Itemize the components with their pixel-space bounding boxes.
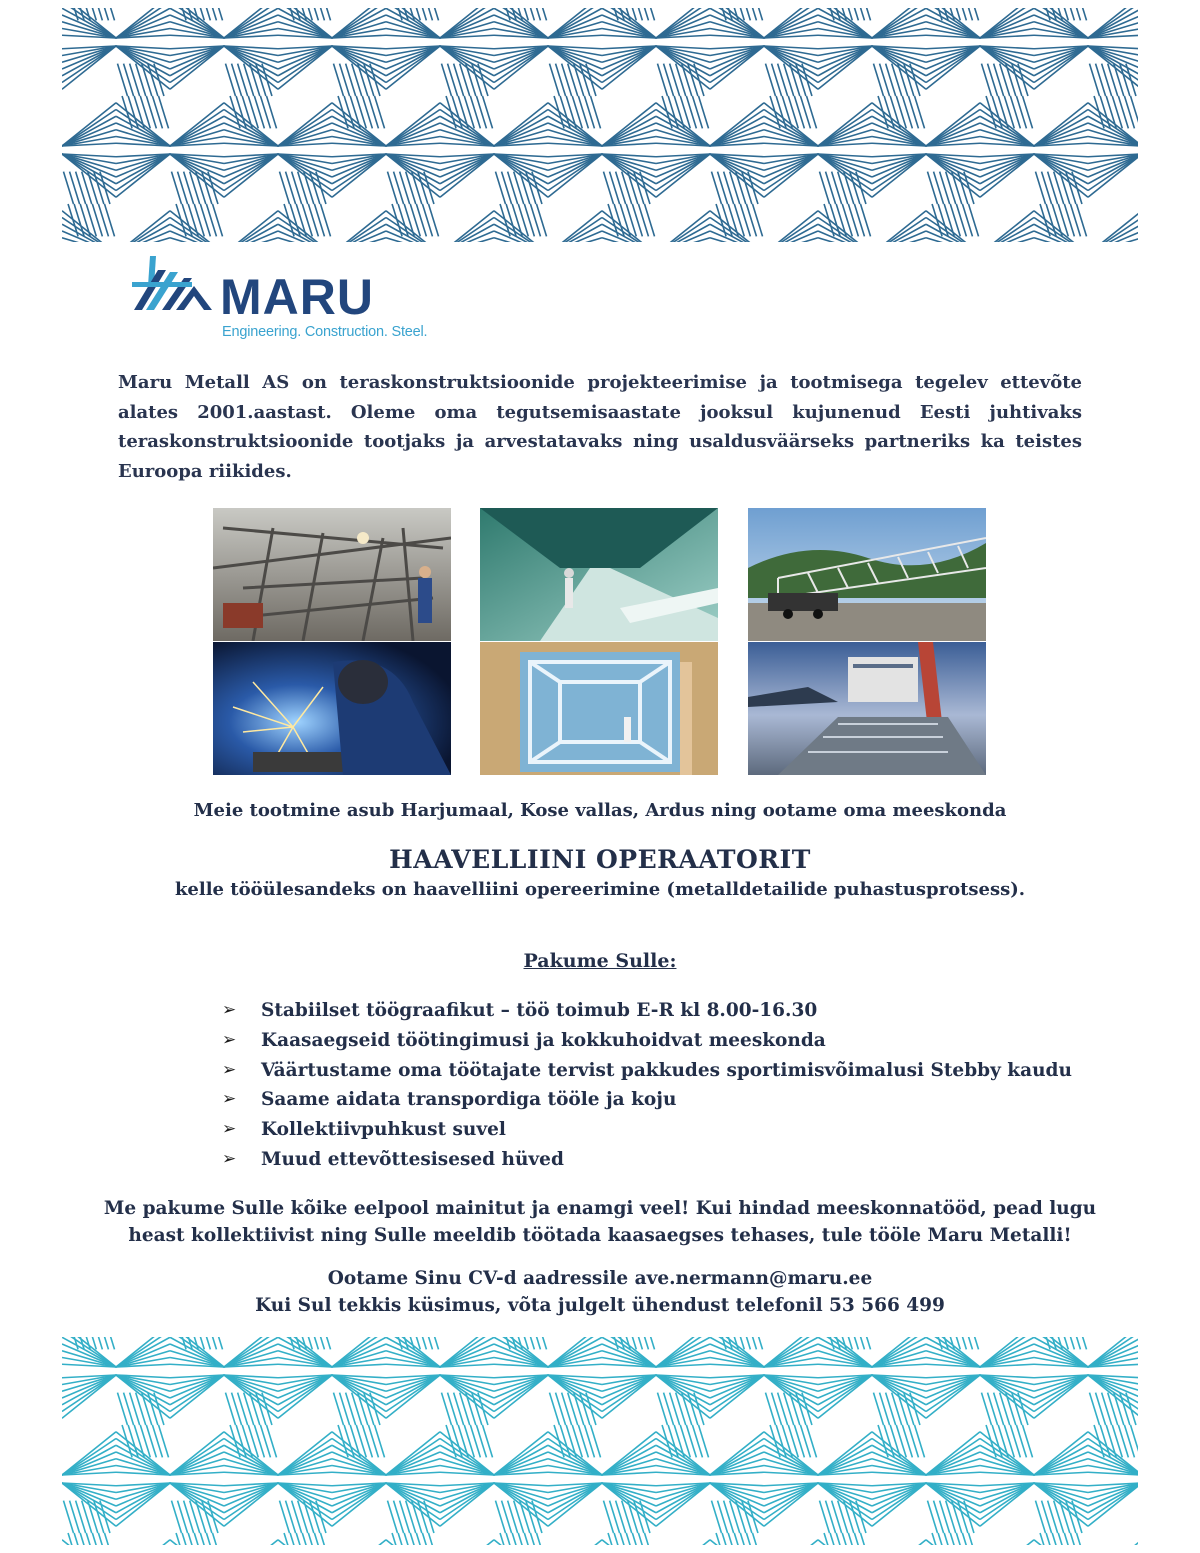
truss-transport-photo: [748, 508, 986, 641]
arrow-bullet-icon: ➢: [222, 1059, 237, 1080]
job-description: kelle tööülesandeks on haavelliini opereerimine (metalldetailide puhastusprotsess).: [174, 879, 1026, 900]
logo-tagline: Engineering. Construction. Steel.: [222, 324, 428, 340]
contact-info: [100, 1265, 1100, 1319]
logo-wordmark: MARU: [220, 269, 374, 325]
arrow-bullet-icon: ➢: [222, 1119, 237, 1140]
closing-paragraph: [100, 1195, 1100, 1249]
maru-logo-mark-icon: [132, 252, 222, 322]
decorative-pattern-bottom: [62, 1337, 1138, 1545]
contact-phone-line: Kui Sul tekkis küsimus, võta julgelt ühendust telefonil 53 566 499: [255, 1295, 945, 1316]
list-item: ➢ Muud ettevõttesisesed hüved: [222, 1145, 1072, 1175]
arrow-bullet-icon: ➢: [222, 1029, 237, 1050]
contact-email-line: Ootame Sinu CV-d aadressile ave.nermann@maru.ee: [327, 1268, 873, 1289]
list-item: ➢ Kollektiivpuhkust suvel: [222, 1115, 1072, 1145]
steel-workshop-photo: [213, 508, 451, 641]
ship-deck-cargo-photo: [748, 642, 986, 775]
list-item: ➢ Väärtustame oma töötajate tervist pakkudes sportimisvõimalusi Stebby kaudu: [222, 1056, 1072, 1086]
welding-photo: [213, 642, 451, 775]
list-item: ➢ Saame aidata transpordiga tööle ja koju: [222, 1085, 1072, 1115]
photo-collage: [213, 508, 987, 775]
maru-logo: [132, 252, 432, 344]
offer-heading: Pakume Sulle:: [523, 950, 677, 972]
arrow-bullet-icon: ➢: [222, 1000, 237, 1020]
list-item: ➢ Stabiilset töögraafikut – töö toimub E-R kl 8.00-16.30: [222, 996, 1072, 1026]
arrow-bullet-icon: ➢: [222, 1089, 237, 1110]
steel-frame-interior-photo: [480, 642, 718, 775]
closing-line: heast kollektiivist ning Sulle meeldib töötada kaasaegses tehases, tule tööle Maru Metalli!: [128, 1225, 1072, 1246]
location-text: Meie tootmine asub Harjumaal, Kose vallas, Ardus ning ootame oma meeskonda: [193, 800, 1007, 821]
job-title: HAAVELLIINI OPERAATORIT: [389, 845, 811, 874]
decorative-pattern-top: [62, 8, 1138, 242]
closing-line: Me pakume Sulle kõike eelpool mainitut ja enamgi veel! Kui hindad meeskonnatööd, pead lugu: [103, 1198, 1097, 1219]
benefits-list: [222, 996, 1072, 1175]
arrow-bullet-icon: ➢: [222, 1148, 237, 1169]
painting-hall-photo: [480, 508, 718, 641]
company-intro: Maru Metall AS on teraskonstruktsioonide projekteerimise ja tootmisega tegelev ettevõte alates 2001.aastast. Oleme oma tegutsemisaastate jooksul kujunenud Eesti juhtivaks teraskonstruktsioonide tootjaks ja arvestatavaks ning usaldusväärseks partneriks ka teistes Euroopa riikides.: [118, 372, 1082, 482]
list-item: ➢ Kaasaegseid töötingimusi ja kokkuhoidvat meeskonda: [222, 1026, 1072, 1056]
